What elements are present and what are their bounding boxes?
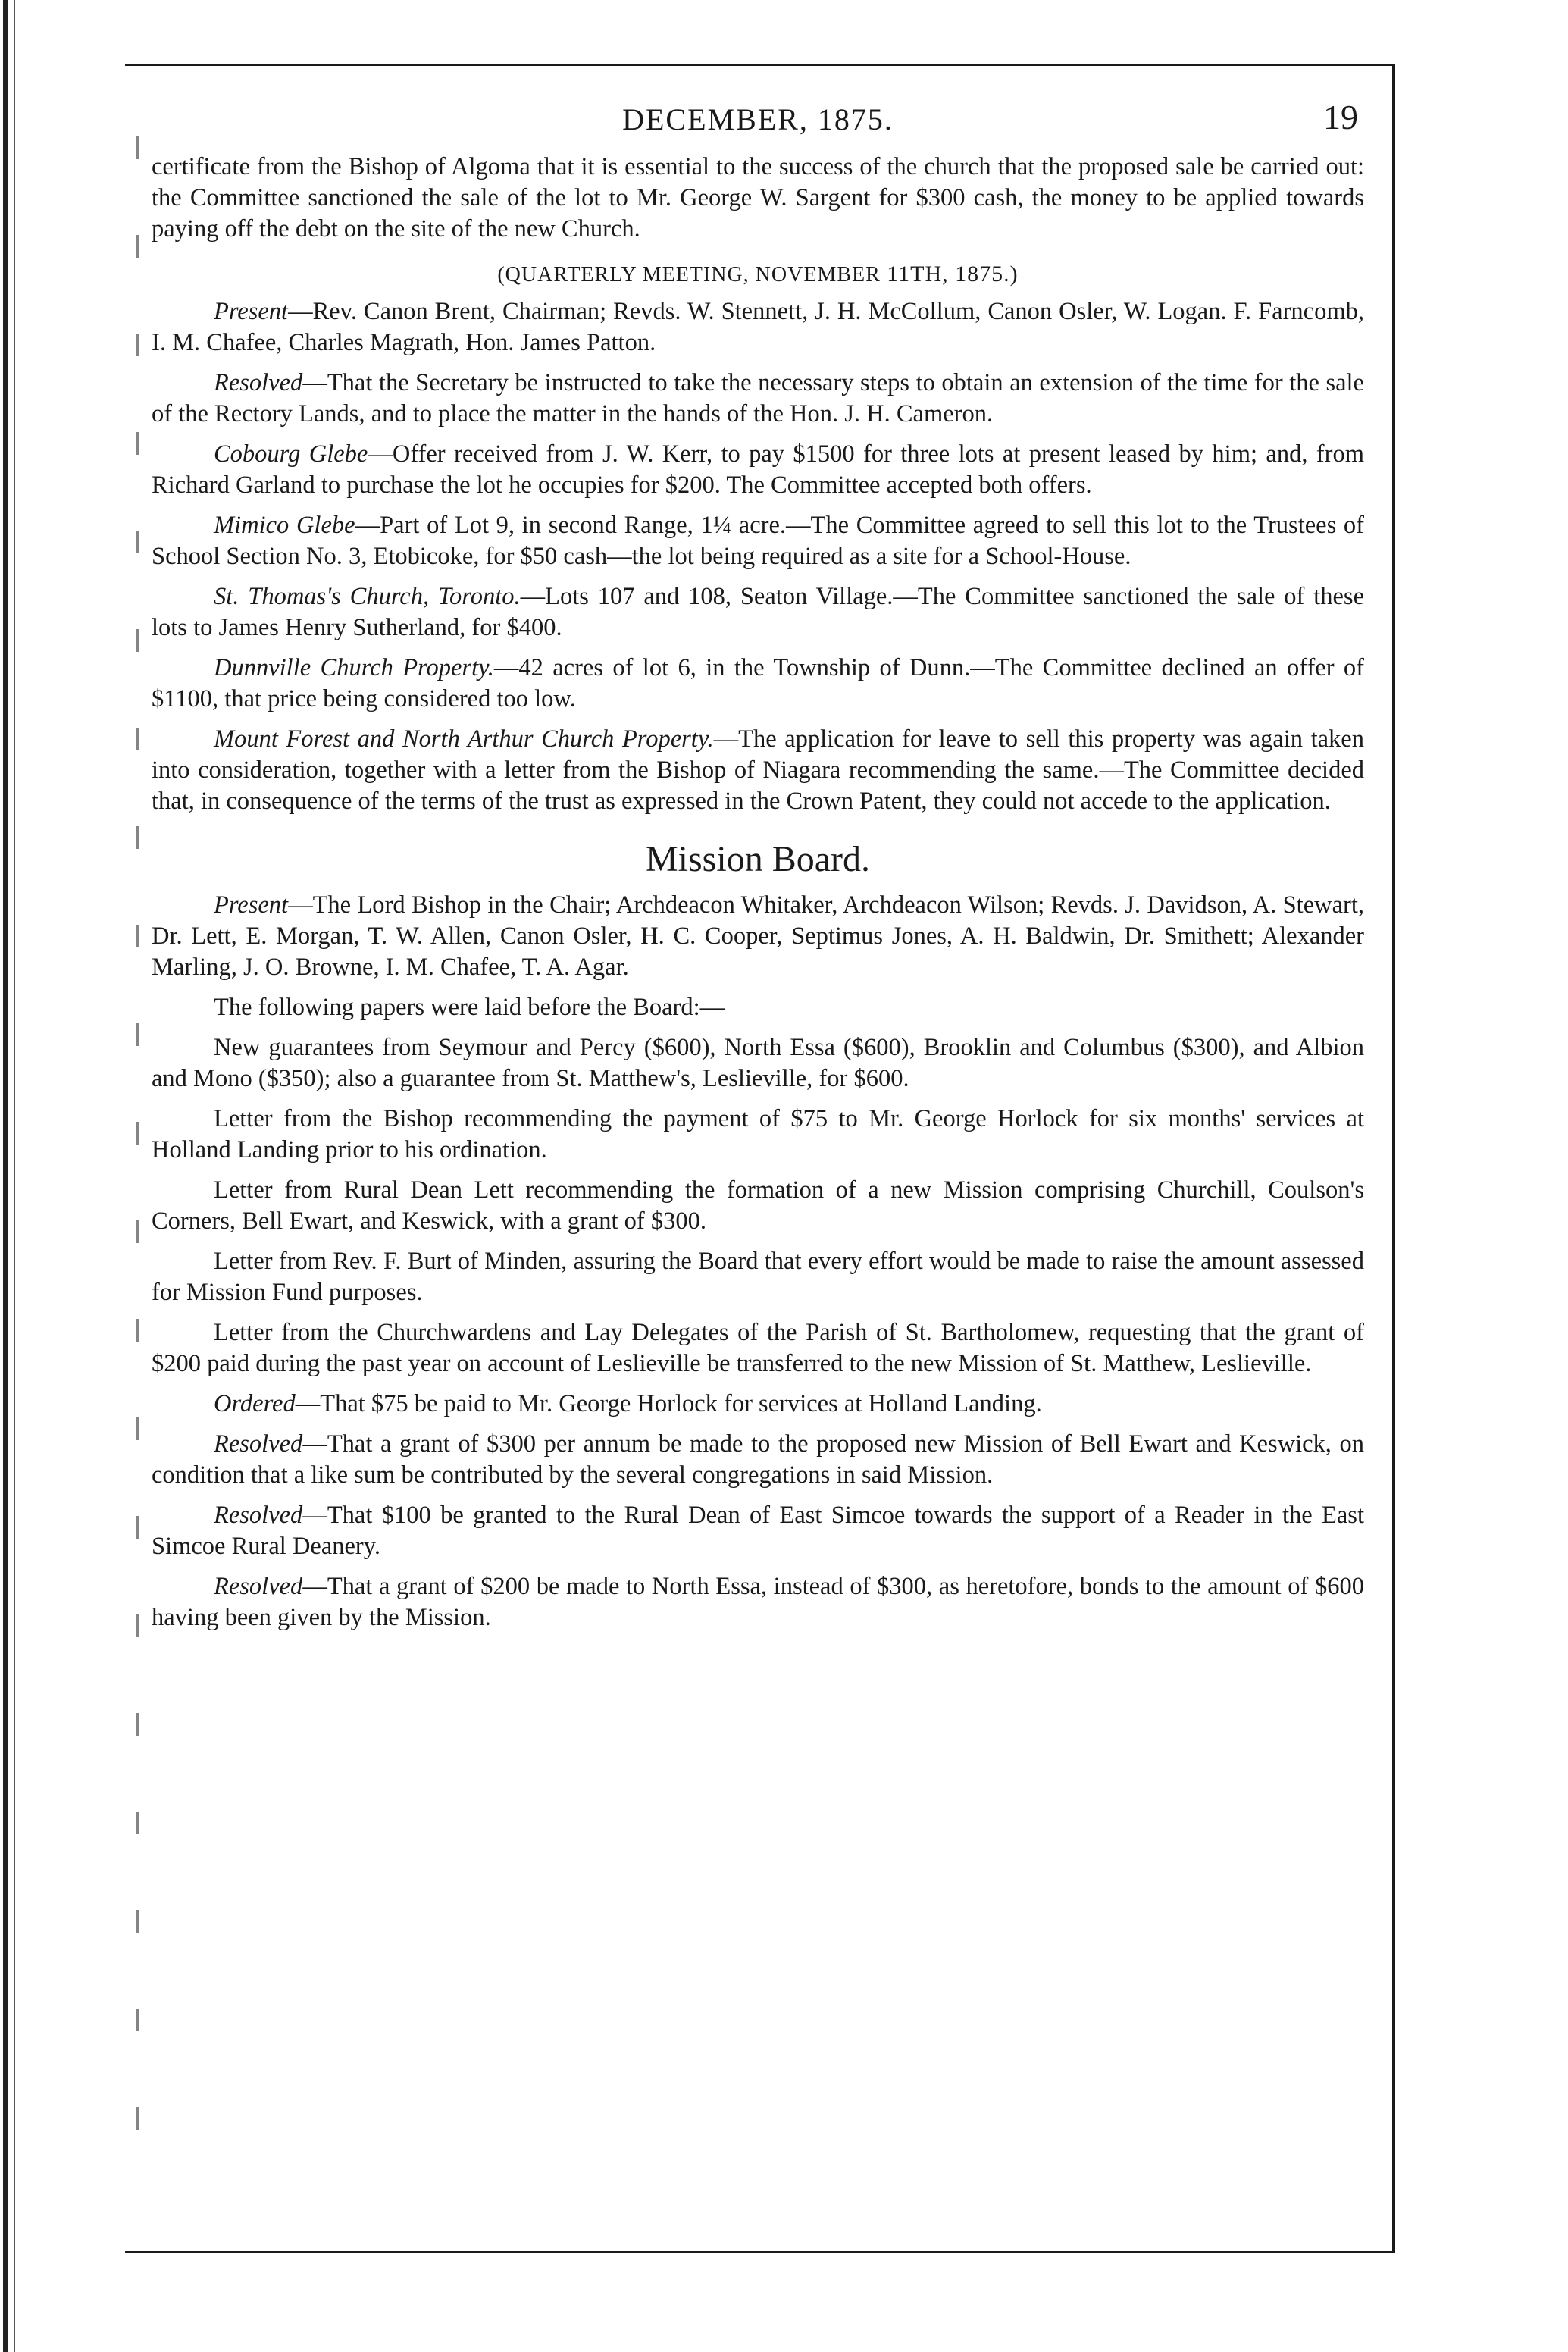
paragraph-lead: Resolved <box>214 369 303 396</box>
paragraph <box>152 1317 1364 1380</box>
paragraph-lead: Cobourg Glebe <box>214 440 368 468</box>
paragraph-text: Letter from Rural Dean Lett recommending the formation of a new Mission comprising Churchill, Coulson's Corners, Bell Ewart, and Keswick, with a grant of $300. <box>152 1176 1364 1235</box>
paragraph-lead: Resolved <box>214 1573 303 1600</box>
paragraph-lead: Present <box>214 891 289 919</box>
paragraph-text: —Lots 107 and 108, Seaton Village.—The Committee sanctioned the sale of these lots to James Henry Sutherland, for $400. <box>152 583 1364 641</box>
paragraph-text: certificate from the Bishop of Algoma that it is essential to the success of the church that the proposed sale be carried out: the Committee sanctioned the sale of the lot to Mr. George W. Sargent for $300 cash, the money to be applied towards paying off the debt on the site of the new Church. <box>152 153 1364 243</box>
page-header <box>152 97 1364 152</box>
paragraph-lead: St. Thomas's Church, Toronto. <box>214 583 521 610</box>
paragraph-text: —The Lord Bishop in the Chair; Archdeacon Whitaker, Archdeacon Wilson; Revds. J. Davidson, A. Stewart, Dr. Lett, E. Morgan, T. W. Allen, Canon Osler, H. C. Cooper, Septimus Jones, A. H. Baldwin, Dr. Smithett; Alexander Marling, J. O. Browne, I. M. Chafee, T. A. Agar. <box>152 891 1364 981</box>
paragraph-lead: Mimico Glebe <box>214 512 355 539</box>
paragraph-lead: Mount Forest and North Arthur Church Property. <box>214 725 714 753</box>
paragraph-text: The following papers were laid before the Board:— <box>214 994 725 1021</box>
paragraph <box>152 1500 1364 1562</box>
paragraph-text: —Rev. Canon Brent, Chairman; Revds. W. Stennett, J. H. McCollum, Canon Osler, W. Logan. F. Farncomb, I. M. Chafee, Charles Magrath, Hon. James Patton. <box>152 298 1364 356</box>
paragraph <box>152 152 1364 245</box>
paragraph <box>152 1389 1364 1420</box>
meeting-heading-prefix: (QUARTERLY MEETING, NOVEMBER <box>497 263 881 287</box>
paragraph <box>152 1246 1364 1308</box>
paragraph <box>152 1175 1364 1237</box>
meeting-heading-date: 11TH, 1875.) <box>887 262 1019 287</box>
paragraph-text: —Part of Lot 9, in second Range, 1¼ acre.—The Committee agreed to sell this lot to the Trustees of School Section No. 3, Etobicoke, for $50 cash—the lot being required as a site for a School-House. <box>152 512 1364 570</box>
page-number: 19 <box>1323 98 1358 136</box>
paragraph <box>152 992 1364 1023</box>
meeting-minutes <box>152 296 1364 817</box>
paragraph-text: Letter from the Bishop recommending the payment of $75 to Mr. George Horlock for six months' services at Holland Landing prior to his ordination. <box>152 1105 1364 1163</box>
paragraph-text: —That a grant of $200 be made to North Essa, instead of $300, as heretofore, bonds to the amount of $600 having been given by the Mission. <box>152 1573 1364 1631</box>
paragraph-text: Letter from Rev. F. Burt of Minden, assuring the Board that every effort would be made to raise the amount assessed for Mission Fund purposes. <box>152 1248 1364 1306</box>
paragraph-text: Letter from the Churchwardens and Lay Delegates of the Parish of St. Bartholomew, requesting that the grant of $200 paid during the past year on account of Leslieville be transferred to the new Mission of St. Matthew, Leslieville. <box>152 1319 1364 1377</box>
mission-board-minutes <box>152 890 1364 1633</box>
paragraph-text: —The application for leave to sell this property was again taken into consideration, together with a letter from the Bishop of Niagara recommending the same.—The Committee decided that, in consequence of the terms of the trust as expressed in the Crown Patent, they could not accede to the application. <box>152 725 1364 815</box>
paragraph-lead: Present <box>214 298 289 325</box>
scan-edge <box>3 0 8 2352</box>
paragraph-text: —That the Secretary be instructed to take the necessary steps to obtain an extension of the time for the sale of the Rectory Lands, and to place the matter in the hands of the Hon. J. H. Cameron. <box>152 369 1364 427</box>
continued-text <box>152 152 1364 245</box>
paragraph <box>152 1429 1364 1491</box>
paragraph <box>152 1571 1364 1633</box>
scan-edge-line <box>14 0 15 2352</box>
paragraph <box>152 1032 1364 1095</box>
paragraph <box>152 1104 1364 1166</box>
paragraph <box>152 510 1364 572</box>
paragraph-lead: Resolved <box>214 1430 303 1458</box>
paragraph-text: New guarantees from Seymour and Percy ($600), North Essa ($600), Brooklin and Columbus ($300), and Albion and Mono ($350); also a guarantee from St. Matthew's, Leslieville, for $600. <box>152 1034 1364 1092</box>
paragraph-lead: Dunnville Church Property. <box>214 654 494 681</box>
paragraph <box>152 653 1364 715</box>
paragraph-text: —That $75 be paid to Mr. George Horlock for services at Holland Landing. <box>295 1390 1042 1417</box>
paragraph-lead: Ordered <box>214 1390 296 1417</box>
mission-board-heading: Mission Board. <box>645 839 870 879</box>
paragraph-text: —42 acres of lot 6, in the Township of Dunn.—The Committee declined an offer of $1100, that price being considered too low. <box>152 654 1364 712</box>
paragraph <box>152 368 1364 430</box>
paragraph <box>152 296 1364 359</box>
meeting-heading <box>152 262 1364 287</box>
paragraph <box>152 724 1364 817</box>
paragraph-text: —That $100 be granted to the Rural Dean of East Simcoe towards the support of a Reader in the East Simcoe Rural Deanery. <box>152 1502 1364 1560</box>
running-head: DECEMBER, 1875. <box>622 102 894 136</box>
paragraph-text: —Offer received from J. W. Kerr, to pay $1500 for three lots at present leased by him; and, from Richard Garland to purchase the lot he occupies for $200. The Committee accepted both offers. <box>152 440 1364 499</box>
paragraph-lead: Resolved <box>214 1502 303 1529</box>
paragraph <box>152 581 1364 644</box>
paragraph <box>152 890 1364 983</box>
paragraph-text: —That a grant of $300 per annum be made to the proposed new Mission of Bell Ewart and Keswick, on condition that a like sum be contributed by the several congregations in said Mission. <box>152 1430 1364 1489</box>
page-content <box>152 97 1364 1633</box>
paragraph <box>152 439 1364 501</box>
